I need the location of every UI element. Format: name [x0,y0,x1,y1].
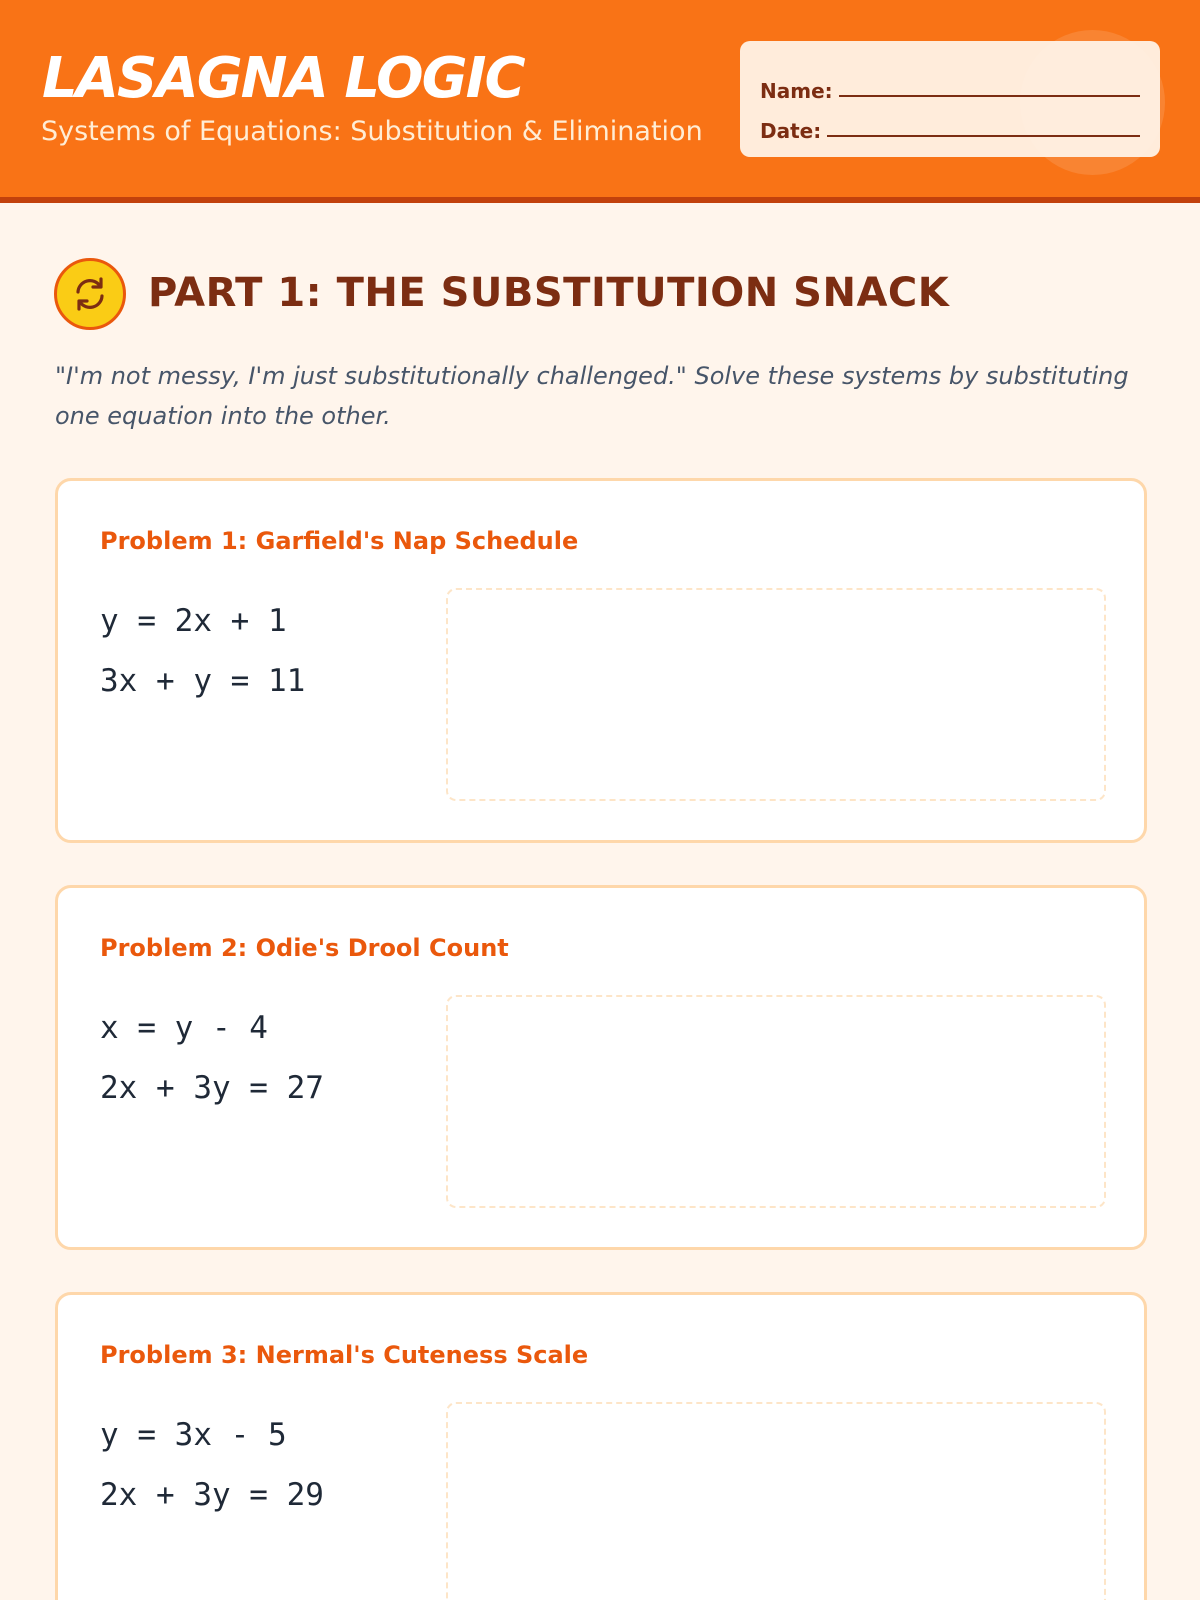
date-label: Date: [760,119,822,143]
work-area[interactable] [446,995,1106,1208]
name-row [760,63,1140,103]
date-line[interactable] [827,135,1140,137]
problem-title: Problem 1: Garfield's Nap Schedule [100,527,579,555]
worksheet-subtitle: Systems of Equations: Substitution & Elimination [41,116,703,147]
brand-title: LASAGNA LOGIC [42,46,524,111]
refresh-icon [54,258,126,330]
equation-1: x = y - 4 [100,1010,268,1046]
name-line[interactable] [839,95,1140,97]
worksheet-header [0,0,1200,203]
work-area[interactable] [446,1402,1106,1600]
section-intro: "I'm not messy, I'm just substitutionally challenged." Solve these systems by substituting one equation into the other. [55,362,1129,430]
section-title: PART 1: THE SUBSTITUTION SNACK [148,270,950,316]
equation-2: 3x + y = 11 [100,663,306,699]
equation-1: y = 3x - 5 [100,1417,287,1453]
equation-1: y = 2x + 1 [100,603,287,639]
problem-card-1 [55,478,1147,843]
problem-title: Problem 3: Nermal's Cuteness Scale [100,1341,589,1369]
problem-card-2 [55,885,1147,1250]
work-area[interactable] [446,588,1106,801]
name-date-box [740,41,1160,157]
problem-card-3 [55,1292,1147,1600]
name-label: Name: [760,79,833,103]
equation-2: 2x + 3y = 27 [100,1070,324,1106]
problem-title: Problem 2: Odie's Drool Count [100,934,509,962]
date-row [760,103,1140,143]
equation-2: 2x + 3y = 29 [100,1477,324,1513]
